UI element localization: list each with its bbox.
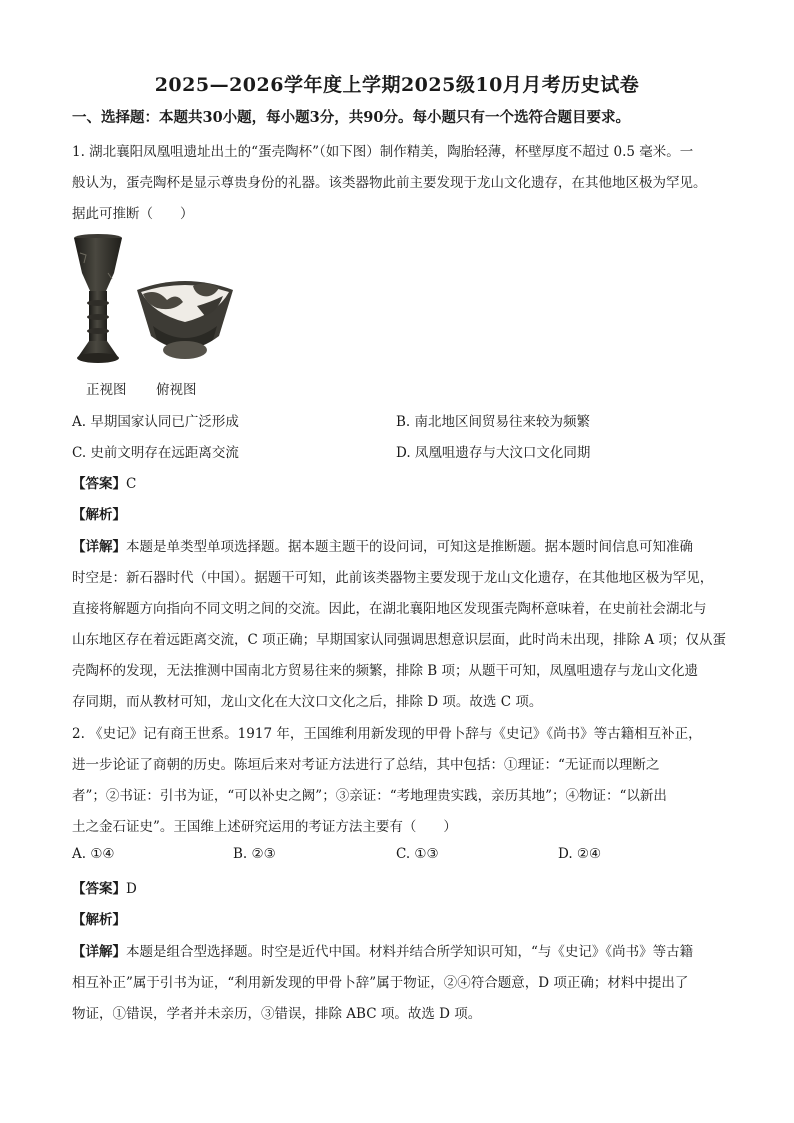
q1-option-b: B. 南北地区间贸易往来较为频繁 (396, 414, 591, 430)
q1-detail-line-1 (72, 535, 693, 555)
q2-detail-line-3: 物证，①错误，学者并未亲历，③错误，排除 ABC 项。故选 D 项。 (72, 1006, 482, 1022)
q2-detail-text-1: 本题是组合型选择题。时空是近代中国。材料并结合所学知识可知，“与《史记》《尚书》等古籍 (126, 944, 694, 960)
q1-stem-line-1: 1. 湖北襄阳凤凰咀遗址出土的“蛋壳陶杯”（如下图）制作精美，陶胎轻薄，杯壁厚度不超过 0.5 毫米。一 (72, 144, 694, 160)
q2-option-c: C. ①③ (396, 846, 439, 862)
q1-answer-value: C (126, 476, 137, 492)
q2-answer (72, 877, 137, 897)
q2-answer-label: 【答案】 (72, 881, 126, 897)
q2-detail-line-2: 相互补正”属于引书为证，“利用新发现的甲骨卜辞”属于物证，②④符合题意，D 项正确；材料中提出了 (72, 975, 689, 991)
q2-answer-value: D (126, 881, 137, 897)
q1-detail-line-2: 时空是：新石器时代（中国）。据题干可知，此前该类器物主要发现于龙山文化遗存，在其他地区极为罕见， (72, 570, 714, 586)
q1-analysis-label: 【解析】 (72, 507, 126, 523)
q1-detail-line-4: 山东地区存在着远距离交流，C 项正确；早期国家认同强调思想意识层面，此时尚未出现，排除 A 项；仅从蛋 (72, 632, 726, 648)
q1-answer (72, 472, 136, 492)
q1-stem-line-3: 据此可推断（ ） (72, 206, 194, 222)
q1-detail-line-3: 直接将解题方向指向不同文明之间的交流。因此，在湖北襄阳地区发现蛋壳陶杯意味着，在史前社会湖北与 (72, 601, 707, 617)
q1-detail-line-6: 存同期，而从教材可知，龙山文化在大汶口文化之后，排除 D 项。故选 C 项。 (72, 694, 543, 710)
top-view-caption: 俯视图 (156, 382, 197, 398)
q1-detail-text-1: 本题是单类型单项选择题。据本题主题干的设问词，可知这是推断题。据本题时间信息可知准确 (126, 539, 693, 555)
q1-detail-line-5: 壳陶杯的发现，无法推测中国南北方贸易往来的频繁，排除 B 项；从题干可知，凤凰咀遗存与龙山文化遗 (72, 663, 699, 679)
q1-option-d: D. 凤凰咀遗存与大汶口文化同期 (396, 445, 591, 461)
section-heading: 一、选择题：本题共30小题，每小题3分，共90分。每小题只有一个选符合题目要求。 (72, 109, 630, 126)
q1-stem-line-2: 般认为，蛋壳陶杯是显示尊贵身份的礼器。该类器物此前主要发现于龙山文化遗存，在其他地区极为罕见。 (72, 175, 707, 191)
cup-top-view-image (133, 266, 237, 365)
q2-analysis-label: 【解析】 (72, 912, 126, 928)
q1-option-c: C. 史前文明存在远距离交流 (72, 445, 239, 461)
q1-detail-label: 【详解】 (72, 539, 126, 555)
q2-detail-line-1 (72, 940, 693, 960)
q2-stem-line-3: 者”；②书证：引书为证，“可以补史之阙”；③亲证：“考地理贵实践，亲历其地”；④物证：“以新出 (72, 788, 667, 804)
q2-option-a: A. ①④ (72, 846, 115, 862)
q2-stem-line-2: 进一步论证了商朝的历史。陈垣后来对考证方法进行了总结，其中包括：①理证：“无证而以理断之 (72, 757, 660, 773)
q2-option-b: B. ②③ (233, 846, 276, 862)
q1-answer-label: 【答案】 (72, 476, 126, 492)
exam-title: 2025—2026学年度上学期2025级10月月考历史试卷 (154, 74, 640, 96)
q2-stem-line-4: 土之金石证史”。王国维上述研究运用的考证方法主要有（ ） (72, 819, 457, 835)
front-view-caption: 正视图 (86, 382, 127, 398)
q2-detail-label: 【详解】 (72, 944, 126, 960)
cup-front-view-image (72, 233, 124, 365)
q1-option-a: A. 早期国家认同已广泛形成 (72, 414, 239, 430)
q2-option-d: D. ②④ (558, 846, 602, 862)
q2-stem-line-1: 2. 《史记》记有商王世系。1917 年，王国维利用新发现的甲骨卜辞与《史记》《尚书》等古籍相互补正， (72, 726, 702, 742)
